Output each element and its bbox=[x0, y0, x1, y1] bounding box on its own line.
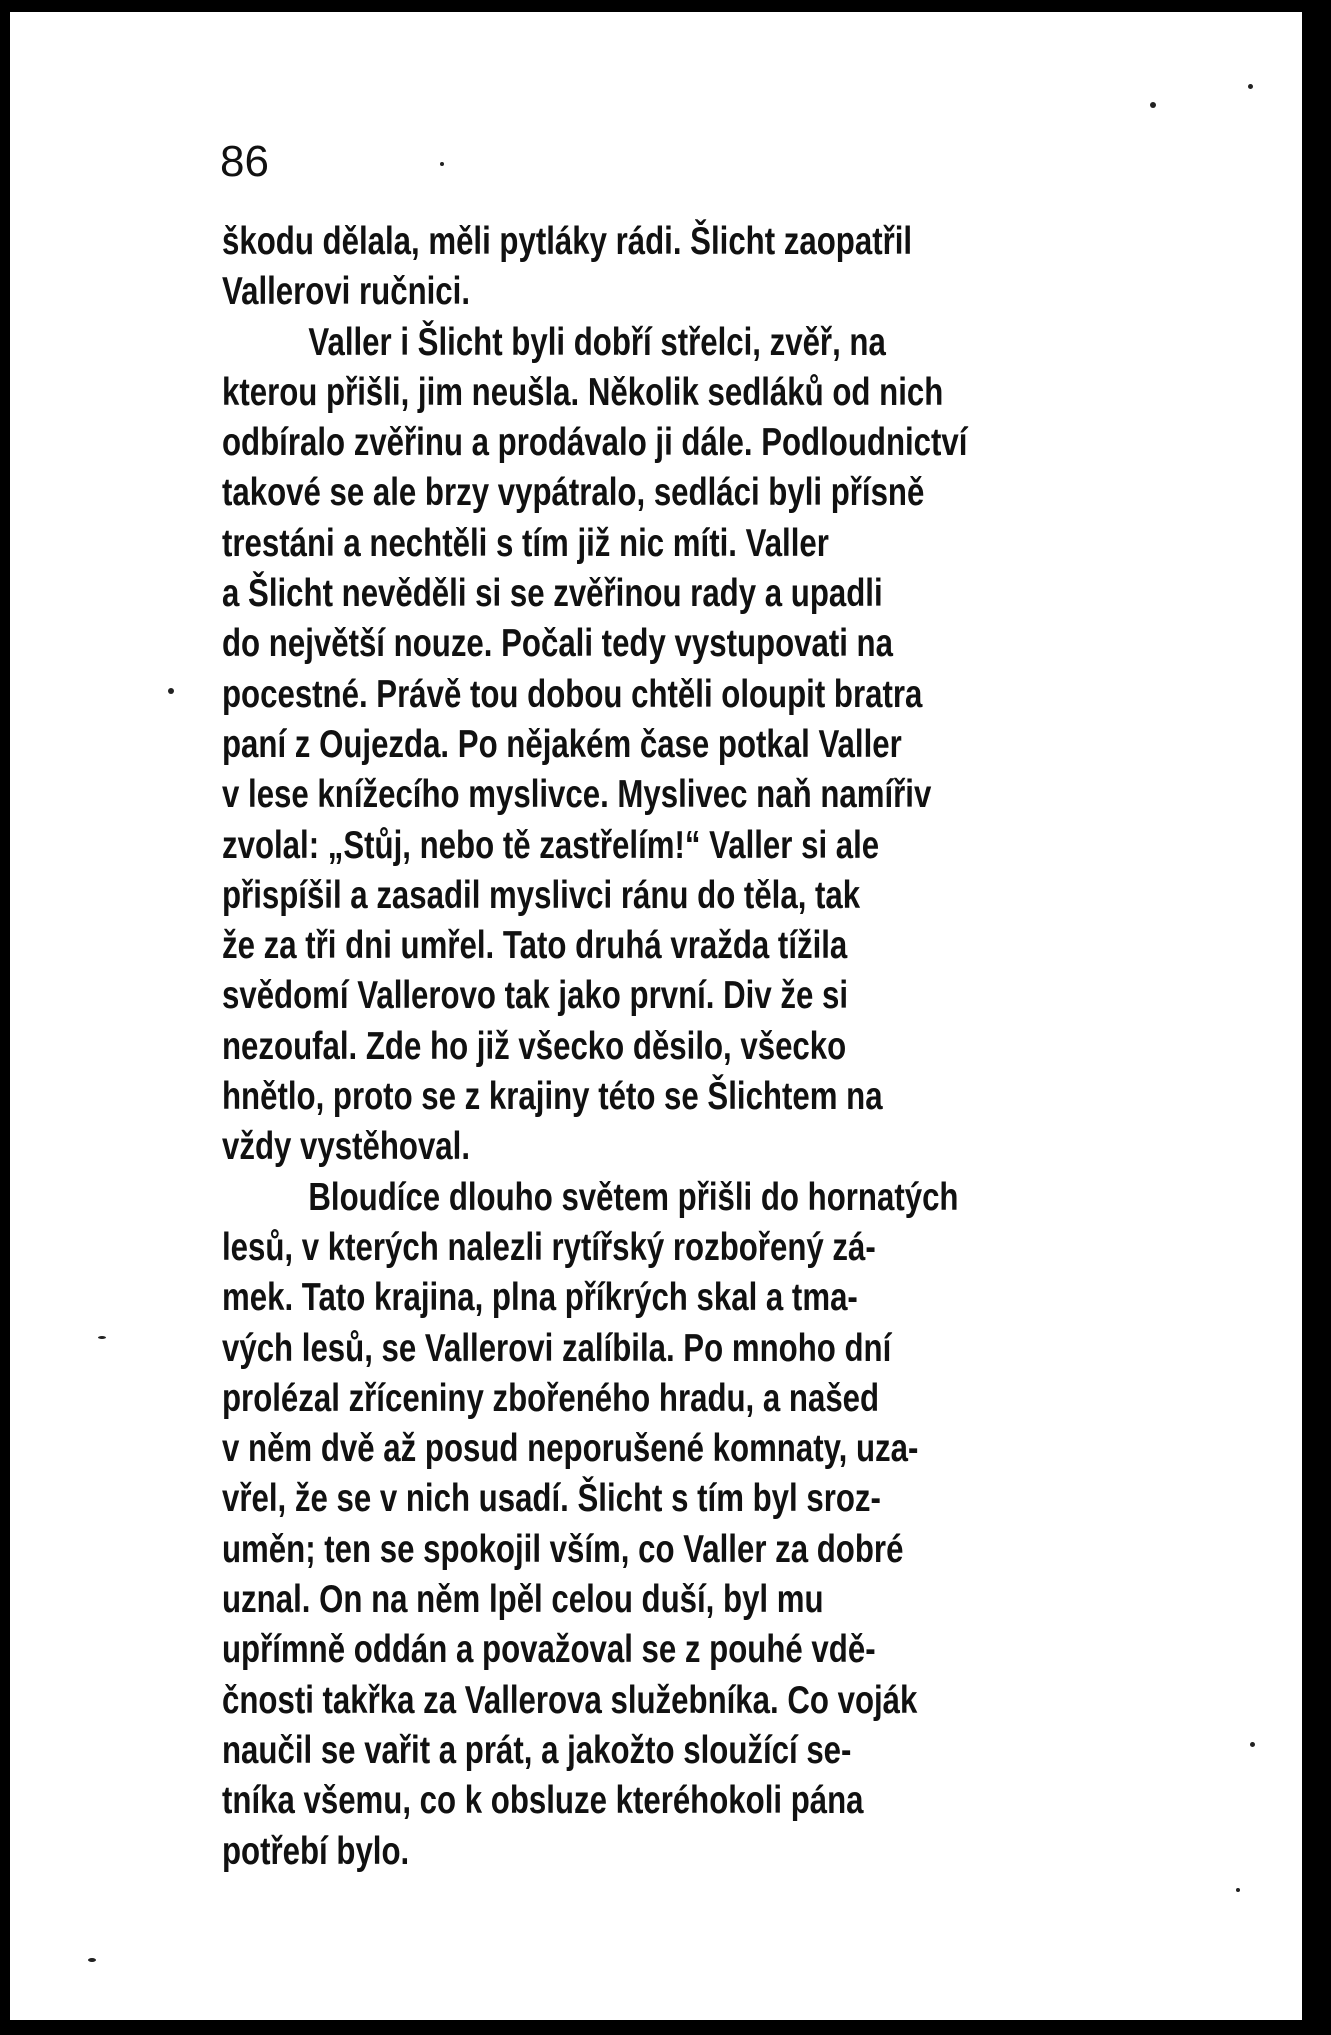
text-line: pocestné. Právě tou dobou chtěli oloupit bratra bbox=[222, 672, 923, 716]
text-line: hnětlo, proto se z krajiny této se Šlichtem na bbox=[222, 1075, 883, 1119]
scan-speck bbox=[1150, 102, 1156, 108]
text-line: vých lesů, se Vallerovi zalíbila. Po mnoho dní bbox=[222, 1326, 892, 1370]
paragraph-3 bbox=[222, 1173, 1215, 1877]
scan-speck bbox=[1250, 1742, 1255, 1747]
text-line: vždy vystěhoval. bbox=[222, 1125, 470, 1169]
text-line: tníka všemu, co k obsluze kteréhokoli pána bbox=[222, 1779, 864, 1823]
book-page bbox=[10, 12, 1302, 2020]
text-line: takové se ale brzy vypátralo, sedláci byli přísně bbox=[222, 471, 925, 515]
text-line: trestáni a nechtěli s tím již nic míti. Valler bbox=[222, 521, 829, 565]
text-line: kterou přišli, jim neušla. Několik sedláků od nich bbox=[222, 370, 944, 414]
text-line: zvolal: „Stůj, nebo tě zastřelím!“ Valler si ale bbox=[222, 823, 880, 867]
paragraph-2 bbox=[222, 318, 1215, 1173]
text-line: že za tři dni umřel. Tato druhá vražda tížila bbox=[222, 924, 848, 968]
scan-speck bbox=[98, 1336, 106, 1339]
text-line: škodu dělala, měli pytláky rádi. Šlicht zaopatřil bbox=[222, 220, 913, 263]
text-line: naučil se vařit a prát, a jakožto sloužící se- bbox=[222, 1728, 852, 1772]
text-line: vřel, že se v nich usadí. Šlicht s tím byl sroz- bbox=[222, 1477, 881, 1521]
text-line: uměn; ten se spokojil vším, co Valler za dobré bbox=[222, 1527, 904, 1571]
body-text bbox=[222, 217, 1215, 1877]
text-line: svědomí Vallerovo tak jako první. Div že si bbox=[222, 974, 848, 1018]
text-line: Valler i Šlicht byli dobří střelci, zvěř, na bbox=[308, 320, 886, 364]
text-line: čnosti takřka za Vallerova služebníka. Co voják bbox=[222, 1678, 918, 1722]
text-line: a Šlicht nevěděli si se zvěřinou rady a upadli bbox=[222, 572, 883, 616]
paragraph-1 bbox=[222, 217, 1215, 318]
text-line: paní z Oujezda. Po nějakém čase potkal Valler bbox=[222, 722, 902, 766]
scan-speck bbox=[88, 1958, 96, 1962]
text-line: uznal. On na něm lpěl celou duší, byl mu bbox=[222, 1578, 824, 1622]
text-line: prolézal zříceniny zbořeného hradu, a našed bbox=[222, 1376, 880, 1420]
text-line: potřebí bylo. bbox=[222, 1829, 410, 1873]
text-line: přispíšil a zasadil myslivci ránu do těla, tak bbox=[222, 873, 861, 917]
text-line: Bloudíce dlouho světem přišli do hornatých bbox=[308, 1175, 959, 1219]
text-line: mek. Tato krajina, plna příkrých skal a tma- bbox=[222, 1276, 858, 1320]
text-line: upřímně oddán a považoval se z pouhé vdě- bbox=[222, 1628, 876, 1672]
text-line: lesů, v kterých nalezli rytířský rozbořený zá- bbox=[222, 1225, 876, 1269]
scan-speck bbox=[440, 162, 444, 166]
text-line: do největší nouze. Počali tedy vystupovati na bbox=[222, 622, 893, 666]
text-line: v lese knížecího myslivce. Myslivec naň namířiv bbox=[222, 773, 932, 817]
text-line: odbíralo zvěřinu a prodávalo ji dále. Podloudnictví bbox=[222, 421, 968, 465]
scan-speck bbox=[168, 688, 174, 694]
text-line: Vallerovi ručnici. bbox=[222, 270, 470, 314]
page-number: 86 bbox=[220, 137, 269, 186]
scan-speck bbox=[1236, 1888, 1240, 1892]
text-line: nezoufal. Zde ho již všecko děsilo, všecko bbox=[222, 1024, 847, 1068]
text-line: v něm dvě až posud neporušené komnaty, uza- bbox=[222, 1427, 919, 1471]
scan-speck bbox=[1248, 84, 1253, 89]
